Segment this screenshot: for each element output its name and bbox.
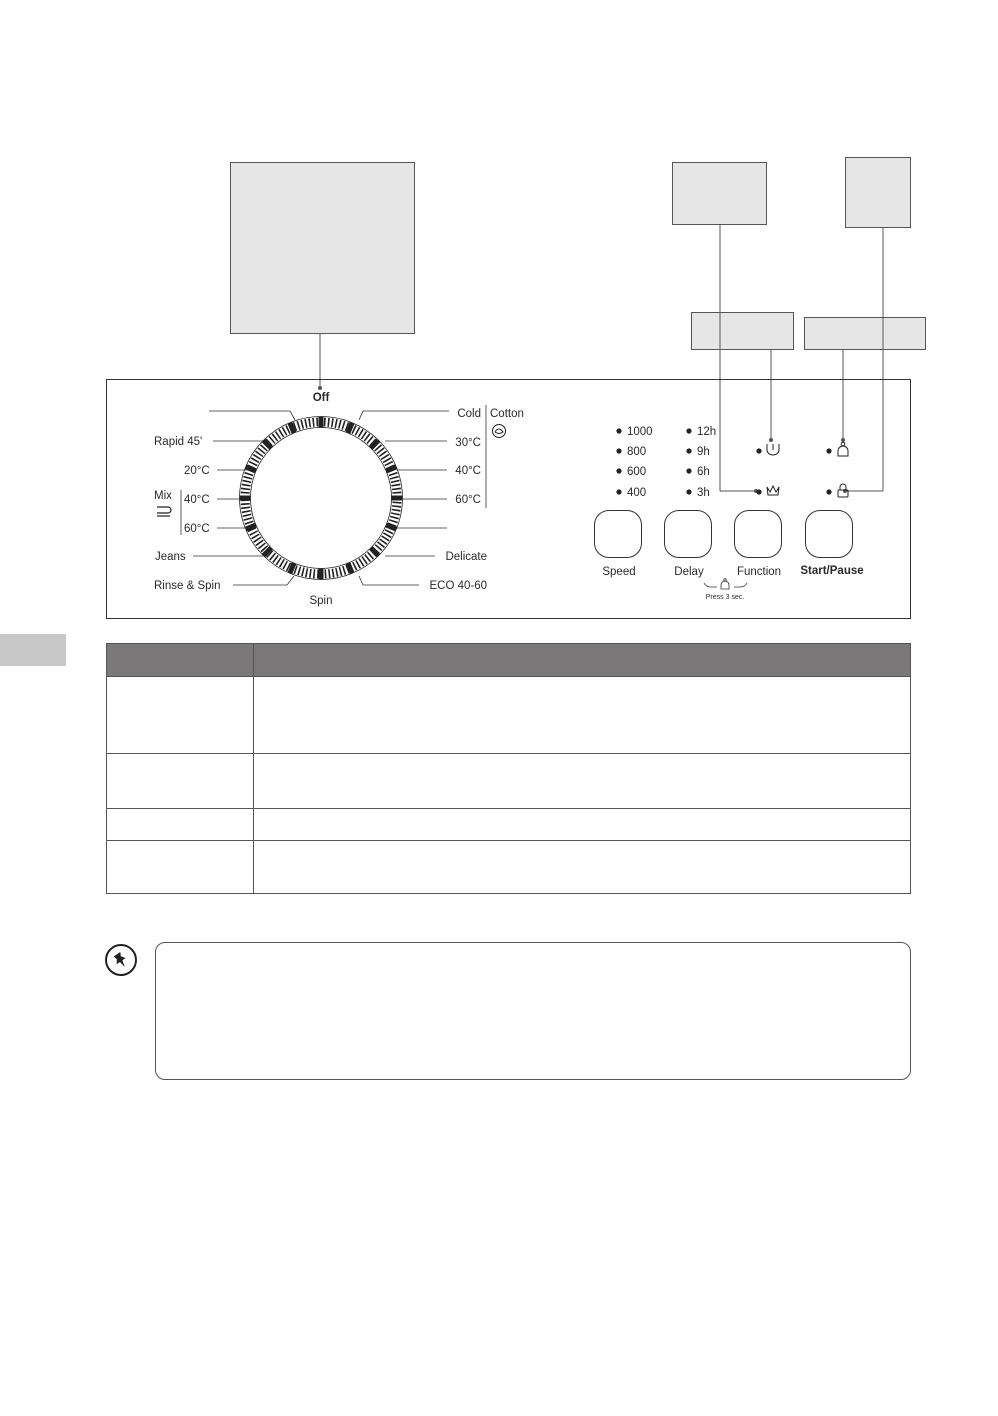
- section-tab: [0, 634, 66, 666]
- table-header-cell: [107, 644, 254, 677]
- function-button[interactable]: [734, 510, 782, 558]
- temp-40c: 40°C: [455, 465, 481, 477]
- cotton-label: Cotton: [490, 408, 524, 420]
- table-cell: [107, 809, 254, 841]
- note-box: [155, 942, 911, 1080]
- program-eco-40-60: ECO 40-60: [429, 580, 487, 592]
- stain-icon: [767, 486, 779, 495]
- speed-indicators: [616, 426, 652, 499]
- child-lock-icon: [838, 442, 848, 456]
- table-row: [107, 841, 911, 894]
- door-lock-icon: [838, 484, 848, 497]
- controls-table: [106, 643, 911, 894]
- speed-400: 400: [627, 487, 647, 499]
- start-pause-button-label: Start/Pause: [800, 565, 864, 577]
- child-lock-hint: Press 3 sec.: [705, 594, 745, 601]
- table-header-cell: [254, 644, 911, 677]
- speed-600: 600: [627, 466, 647, 478]
- spin-label: Spin: [309, 595, 333, 607]
- start-pause-button[interactable]: [805, 510, 853, 558]
- table-row: [107, 754, 911, 809]
- program-delicate: Delicate: [445, 551, 487, 563]
- table-cell: [107, 754, 254, 809]
- function-button-label: Function: [736, 566, 782, 578]
- mix-icon: [157, 507, 171, 516]
- dial-position-mark: [392, 496, 403, 501]
- program-20c: 20°C: [184, 465, 210, 477]
- table-cell: [107, 841, 254, 894]
- program-rapid-45: Rapid 45': [154, 436, 203, 448]
- speed-button[interactable]: [594, 510, 642, 558]
- note-pin-icon: [104, 943, 138, 977]
- dial-position-mark: [319, 569, 324, 580]
- program-dial[interactable]: [240, 417, 403, 580]
- table-cell: [254, 841, 911, 894]
- program-mix-40c: 40°C: [184, 494, 210, 506]
- temp-30c: 30°C: [455, 437, 481, 449]
- delay-3h: 3h: [697, 487, 710, 499]
- table-row: [107, 809, 911, 841]
- table-cell: [107, 677, 254, 754]
- mix-label: Mix: [154, 490, 172, 502]
- program-jeans: Jeans: [155, 551, 186, 563]
- table-row: [107, 677, 911, 754]
- off-label: Off: [312, 392, 330, 404]
- table-cell: [254, 677, 911, 754]
- table-cell: [254, 754, 911, 809]
- cotton-icon: [493, 425, 506, 438]
- speed-1000: 1000: [627, 426, 653, 438]
- delay-12h: 12h: [697, 426, 717, 438]
- table-header-row: [107, 644, 911, 677]
- pre-wash-icon: [767, 444, 779, 455]
- table-cell: [254, 809, 911, 841]
- delay-button-label: Delay: [674, 566, 704, 578]
- temp-60c: 60°C: [455, 494, 481, 506]
- speed-800: 800: [627, 446, 647, 458]
- program-mix-60c: 60°C: [184, 523, 210, 535]
- dial-position-mark: [319, 417, 324, 428]
- program-rinse-spin: Rinse & Spin: [154, 580, 221, 592]
- child-lock-bracket: [704, 579, 747, 589]
- control-panel: [106, 379, 911, 619]
- dial-position-mark: [240, 496, 251, 501]
- delay-button[interactable]: [664, 510, 712, 558]
- temp-cold: Cold: [457, 408, 481, 420]
- speed-button-label: Speed: [602, 566, 636, 578]
- delay-indicators: [686, 426, 716, 499]
- delay-6h: 6h: [697, 466, 710, 478]
- delay-9h: 9h: [697, 446, 710, 458]
